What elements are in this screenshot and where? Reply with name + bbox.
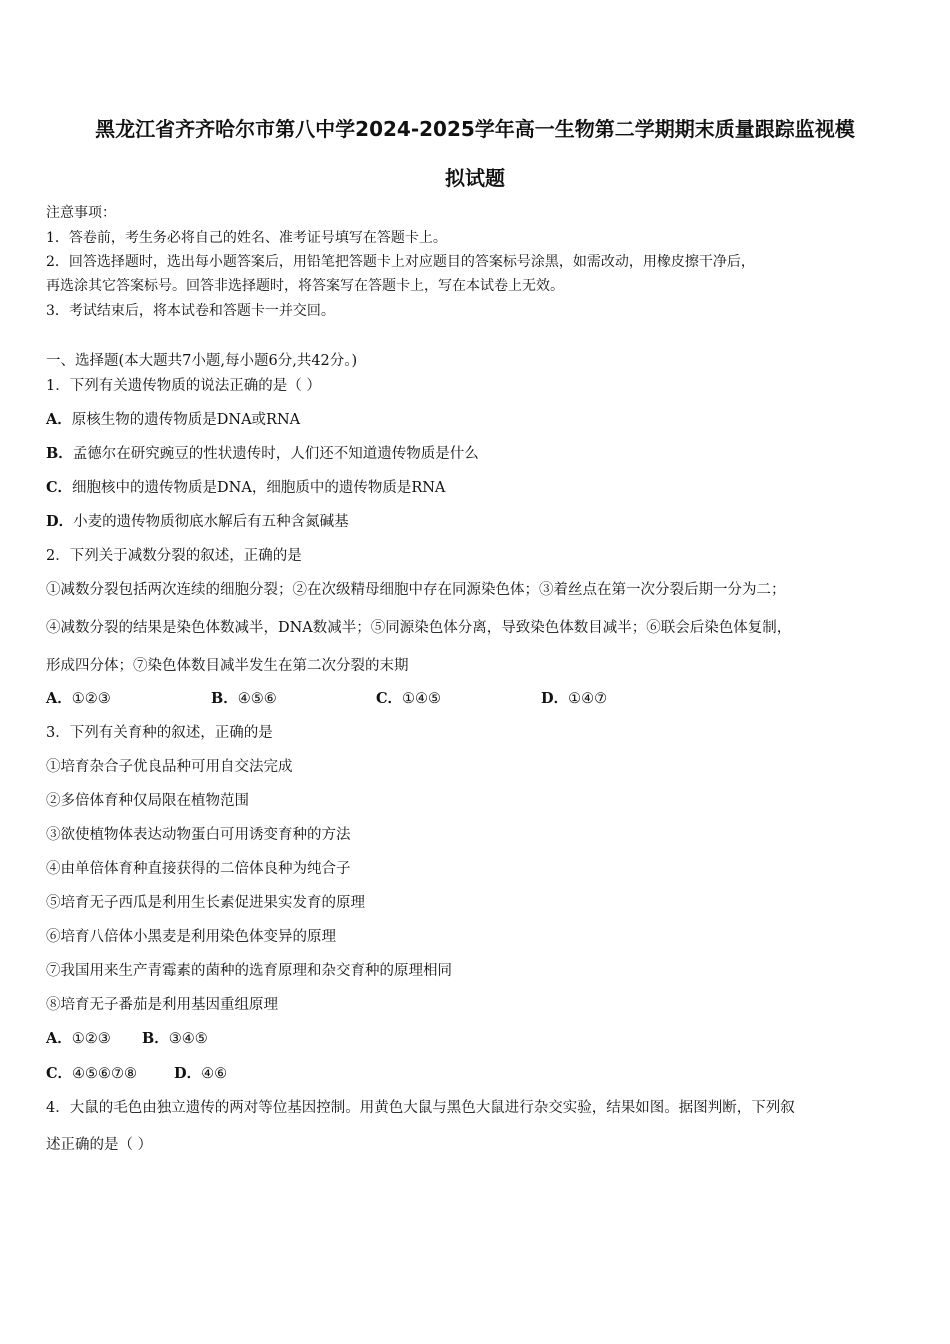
q2-option-c[interactable] xyxy=(376,689,441,709)
q3-statement: ⑤培育无子西瓜是利用生长素促进果实发育的原理 xyxy=(46,895,365,911)
q1-option-d[interactable] xyxy=(46,512,349,532)
option-text: ①②③ xyxy=(71,691,111,707)
question-4-stem-cont: 述正确的是（ ） xyxy=(46,1137,153,1153)
q3-statement: ⑧培育无子番茄是利用基因重组原理 xyxy=(46,997,278,1013)
option-label: A． xyxy=(46,1030,72,1047)
notice-item: 2．回答选择题时，选出每小题答案后，用铅笔把答题卡上对应题目的答案标号涂黑，如需改动，用橡皮擦干净后， xyxy=(46,254,755,270)
option-label: D． xyxy=(541,690,569,707)
q3-option-d[interactable] xyxy=(174,1064,227,1084)
exam-title-line1: 黑龙江省齐齐哈尔市第八中学2024-2025学年高一生物第二学期期末质量跟踪监视模 xyxy=(95,117,855,141)
question-1-stem: 1．下列有关遗传物质的说法正确的是（ ） xyxy=(46,378,321,394)
q2-option-d[interactable] xyxy=(541,689,607,709)
option-label: B． xyxy=(142,1030,169,1047)
q3-option-c[interactable] xyxy=(46,1064,137,1084)
notice-heading: 注意事项： xyxy=(46,205,116,221)
option-label: A． xyxy=(46,411,72,428)
exam-title-line2: 拟试题 xyxy=(445,166,505,190)
option-text: 孟德尔在研究豌豆的性状遗传时，人们还不知道遗传物质是什么 xyxy=(72,446,479,462)
q2-statement-line: ①减数分裂包括两次连续的细胞分裂；②在次级精母细胞中存在同源染色体；③着丝点在第一次分裂后期一分为二； xyxy=(46,582,786,598)
notice-item: 3．考试结束后，将本试卷和答题卡一并交回。 xyxy=(46,303,335,319)
q3-statement: ②多倍体育种仅局限在植物范围 xyxy=(46,793,249,809)
option-label: D． xyxy=(46,513,74,530)
option-text: ④⑤⑥⑦⑧ xyxy=(72,1066,138,1082)
option-text: 细胞核中的遗传物质是DNA，细胞质中的遗传物质是RNA xyxy=(72,480,446,496)
option-label: B． xyxy=(211,690,238,707)
option-text: ③④⑤ xyxy=(168,1031,208,1047)
q2-statement-line: ④减数分裂的结果是染色体数减半，DNA数减半；⑤同源染色体分离，导致染色体数目减半；⑥联会后染色体复制， xyxy=(46,620,792,636)
option-text: ④⑥ xyxy=(201,1066,228,1082)
option-text: ④⑤⑥ xyxy=(237,691,277,707)
q2-option-a[interactable] xyxy=(46,689,111,709)
q1-option-c[interactable] xyxy=(46,478,445,498)
option-label: C． xyxy=(46,479,73,496)
notice-item: 再选涂其它答案标号。回答非选择题时，将答案写在答题卡上，写在本试卷上无效。 xyxy=(46,278,564,294)
option-label: B． xyxy=(46,445,73,462)
q3-statement: ⑦我国用来生产青霉素的菌种的选育原理和杂交育种的原理相同 xyxy=(46,963,452,979)
q2-option-b[interactable] xyxy=(211,689,277,709)
question-2-stem: 2．下列关于减数分裂的叙述，正确的是 xyxy=(46,548,302,564)
option-text: 小麦的遗传物质彻底水解后有五种含氮碱基 xyxy=(73,514,349,530)
option-text: ①④⑦ xyxy=(568,691,608,707)
option-label: A． xyxy=(46,690,72,707)
notice-item: 1．答卷前，考生务必将自己的姓名、准考证号填写在答题卡上。 xyxy=(46,230,447,246)
option-label: C． xyxy=(46,1065,73,1082)
q3-statement: ④由单倍体育种直接获得的二倍体良种为纯合子 xyxy=(46,861,351,877)
q3-option-a[interactable] xyxy=(46,1029,111,1049)
q2-statement-line: 形成四分体；⑦染色体数目减半发生在第二次分裂的末期 xyxy=(46,658,409,674)
option-text: ①②③ xyxy=(71,1031,111,1047)
q1-option-b[interactable] xyxy=(46,444,479,464)
q3-statement: ①培育杂合子优良品种可用自交法完成 xyxy=(46,759,293,775)
option-label: C． xyxy=(376,690,403,707)
question-4-stem: 4．大鼠的毛色由独立遗传的两对等位基因控制。用黄色大鼠与黑色大鼠进行杂交实验，结果如图。据图判断，下列叙 xyxy=(46,1100,795,1116)
option-label: D． xyxy=(174,1065,202,1082)
section-heading: 一、选择题(本大题共7小题,每小题6分,共42分。) xyxy=(46,353,358,369)
question-3-stem: 3．下列有关育种的叙述，正确的是 xyxy=(46,725,273,741)
option-text: 原核生物的遗传物质是DNA或RNA xyxy=(71,412,301,428)
q3-option-b[interactable] xyxy=(142,1029,208,1049)
q1-option-a[interactable] xyxy=(46,410,300,430)
option-text: ①④⑤ xyxy=(402,691,442,707)
q3-statement: ⑥培育八倍体小黑麦是利用染色体变异的原理 xyxy=(46,929,336,945)
q3-statement: ③欲使植物体表达动物蛋白可用诱变育种的方法 xyxy=(46,827,351,843)
